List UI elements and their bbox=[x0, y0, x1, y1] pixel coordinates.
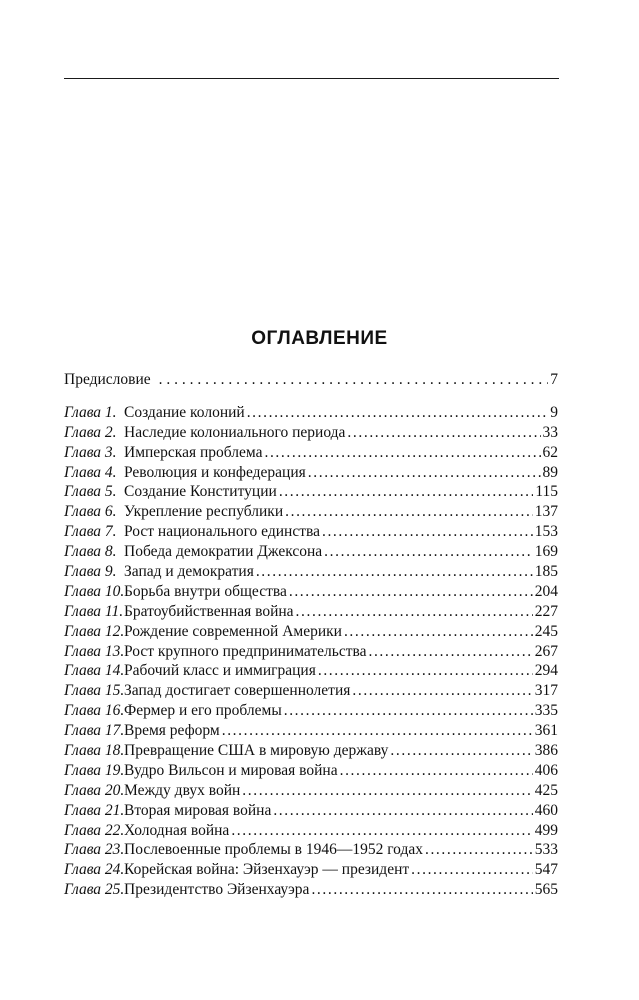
toc-leader bbox=[390, 741, 532, 761]
chapter-title: Фермер и его проблемы bbox=[124, 702, 282, 720]
chapter-title: Победа демократии Джексона bbox=[124, 543, 323, 561]
chapter-label: Глава 17. bbox=[64, 722, 125, 740]
toc-page-number: 137 bbox=[534, 503, 558, 521]
chapter-label: Глава 16. bbox=[64, 702, 125, 720]
toc-row-chapter[interactable] bbox=[64, 443, 558, 463]
top-rule bbox=[64, 78, 559, 79]
toc-leader bbox=[311, 880, 532, 900]
chapter-label: Глава 5. bbox=[64, 483, 117, 501]
toc-row-chapter[interactable] bbox=[64, 880, 558, 900]
toc-row-chapter[interactable] bbox=[64, 542, 558, 562]
chapter-label: Глава 22. bbox=[64, 821, 125, 839]
toc-page-number: 227 bbox=[534, 602, 558, 620]
toc-page-number: 460 bbox=[534, 801, 558, 819]
chapter-title: Запад достигает совершеннолетия bbox=[124, 682, 351, 700]
chapter-title: Корейская война: Эйзенхауэр — президент bbox=[124, 861, 410, 879]
toc-row-chapter[interactable] bbox=[64, 741, 558, 761]
toc-preface-title: Предисловие bbox=[64, 371, 151, 388]
chapter-title: Послевоенные проблемы в 1946—1952 годах bbox=[124, 841, 423, 859]
chapter-title: Время реформ bbox=[124, 722, 220, 740]
toc-page-number: 386 bbox=[534, 742, 558, 760]
chapter-label: Глава 9. bbox=[64, 563, 117, 581]
chapter-label: Глава 25. bbox=[64, 881, 125, 899]
toc-row-preface[interactable] bbox=[64, 370, 558, 390]
toc-leader bbox=[368, 642, 532, 662]
toc-page-number: 169 bbox=[534, 543, 558, 561]
toc-leader bbox=[344, 622, 533, 642]
chapter-title: Революция и конфедерация bbox=[124, 463, 306, 481]
toc-leader bbox=[296, 602, 533, 622]
chapter-title: Создание колоний bbox=[124, 403, 245, 421]
toc-row-chapter[interactable] bbox=[64, 840, 558, 860]
toc-row-chapter[interactable] bbox=[64, 681, 558, 701]
chapter-label: Глава 7. bbox=[64, 523, 117, 541]
toc-leader bbox=[264, 443, 540, 463]
toc-page-number: 115 bbox=[535, 483, 558, 501]
toc-leader bbox=[242, 781, 532, 801]
chapter-label: Глава 15. bbox=[64, 682, 125, 700]
toc-page-number: 7 bbox=[550, 371, 558, 388]
toc-row-chapter[interactable] bbox=[64, 801, 558, 821]
chapter-title: Запад и демократия bbox=[124, 563, 254, 581]
toc-leader bbox=[285, 502, 533, 522]
toc-row-chapter[interactable] bbox=[64, 403, 558, 423]
toc-page-number: 361 bbox=[534, 722, 558, 740]
toc-page-number: 547 bbox=[534, 861, 558, 879]
toc-leader bbox=[222, 721, 533, 741]
toc-leader bbox=[322, 522, 533, 542]
toc-leader bbox=[289, 582, 533, 602]
chapter-label: Глава 6. bbox=[64, 503, 117, 521]
toc-row-chapter[interactable] bbox=[64, 860, 558, 880]
chapter-label: Глава 14. bbox=[64, 662, 125, 680]
toc-row-chapter[interactable] bbox=[64, 761, 558, 781]
toc-row-chapter[interactable] bbox=[64, 661, 558, 681]
toc-leader bbox=[425, 840, 533, 860]
toc-page-number: 185 bbox=[534, 563, 558, 581]
chapter-title: Превращение США в мировую державу bbox=[124, 742, 389, 760]
toc-leader bbox=[159, 370, 549, 390]
toc-row-chapter[interactable] bbox=[64, 622, 558, 642]
chapter-label: Глава 13. bbox=[64, 642, 125, 660]
toc-row-chapter[interactable] bbox=[64, 482, 558, 502]
toc-row-chapter[interactable] bbox=[64, 423, 558, 443]
toc-leader bbox=[231, 821, 532, 841]
chapter-title: Имперская проблема bbox=[124, 443, 263, 461]
toc-page-number: 294 bbox=[534, 662, 558, 680]
toc-page-number: 425 bbox=[534, 781, 558, 799]
chapter-title: Укрепление республики bbox=[124, 503, 284, 521]
chapter-label: Глава 18. bbox=[64, 742, 125, 760]
toc-row-chapter[interactable] bbox=[64, 781, 558, 801]
chapter-title: Борьба внутри общества bbox=[124, 582, 287, 600]
toc-page-number: 406 bbox=[534, 761, 558, 779]
toc-leader bbox=[279, 482, 534, 502]
chapter-label: Глава 10. bbox=[64, 582, 125, 600]
toc-row-chapter[interactable] bbox=[64, 502, 558, 522]
toc-page-number: 62 bbox=[542, 443, 558, 461]
toc-leader bbox=[411, 860, 533, 880]
toc-row-chapter[interactable] bbox=[64, 721, 558, 741]
chapter-label: Глава 12. bbox=[64, 622, 125, 640]
chapter-label: Глава 24. bbox=[64, 861, 125, 879]
chapter-title: Холодная война bbox=[124, 821, 230, 839]
chapter-title: Рост крупного предпринимательства bbox=[124, 642, 367, 660]
toc-row-chapter[interactable] bbox=[64, 642, 558, 662]
toc-page-number: 499 bbox=[534, 821, 558, 839]
toc-page-number: 204 bbox=[534, 582, 558, 600]
table-of-contents bbox=[64, 370, 558, 900]
chapter-title: Вудро Вильсон и мировая война bbox=[124, 761, 338, 779]
chapter-label: Глава 11. bbox=[64, 602, 124, 620]
toc-leader bbox=[284, 701, 533, 721]
toc-row-chapter[interactable] bbox=[64, 463, 558, 483]
chapter-title: Вторая мировая война bbox=[124, 801, 272, 819]
toc-leader bbox=[324, 542, 533, 562]
chapter-label: Глава 21. bbox=[64, 801, 125, 819]
toc-page-number: 565 bbox=[534, 881, 558, 899]
toc-row-chapter[interactable] bbox=[64, 562, 558, 582]
toc-leader bbox=[247, 403, 549, 423]
toc-row-chapter[interactable] bbox=[64, 522, 558, 542]
toc-page-number: 153 bbox=[534, 523, 558, 541]
chapter-title: Создание Конституции bbox=[124, 483, 277, 501]
chapter-label: Глава 8. bbox=[64, 543, 117, 561]
toc-page-number: 317 bbox=[534, 682, 558, 700]
toc-row-chapter[interactable] bbox=[64, 701, 558, 721]
toc-page-number: 89 bbox=[542, 463, 558, 481]
toc-leader bbox=[273, 801, 532, 821]
toc-page-number: 267 bbox=[534, 642, 558, 660]
chapter-list bbox=[64, 403, 558, 900]
chapter-title: Рождение современной Америки bbox=[124, 622, 342, 640]
chapter-label: Глава 23. bbox=[64, 841, 125, 859]
chapter-title: Братоубийственная война bbox=[124, 602, 294, 620]
chapter-label: Глава 3. bbox=[64, 443, 117, 461]
toc-leader bbox=[347, 423, 540, 443]
chapter-label: Глава 4. bbox=[64, 463, 117, 481]
toc-page-number: 9 bbox=[550, 403, 558, 421]
toc-leader bbox=[318, 661, 533, 681]
chapter-title: Рабочий класс и иммиграция bbox=[124, 662, 316, 680]
toc-row-chapter[interactable] bbox=[64, 602, 558, 622]
chapter-title: Президентство Эйзенхауэра bbox=[124, 881, 310, 899]
page-title: ОГЛАВЛЕНИЕ bbox=[251, 328, 388, 349]
toc-leader bbox=[256, 562, 533, 582]
toc-row-chapter[interactable] bbox=[64, 582, 558, 602]
toc-leader bbox=[352, 681, 532, 701]
toc-page-number: 335 bbox=[534, 702, 558, 720]
toc-row-chapter[interactable] bbox=[64, 821, 558, 841]
chapter-label: Глава 19. bbox=[64, 761, 125, 779]
toc-page-number: 533 bbox=[534, 841, 558, 859]
toc-leader bbox=[340, 761, 533, 781]
chapter-label: Глава 20. bbox=[64, 781, 125, 799]
toc-leader bbox=[308, 463, 541, 483]
chapter-label: Глава 1. bbox=[64, 403, 117, 421]
chapter-title: Между двух войн bbox=[124, 781, 241, 799]
toc-page-number: 33 bbox=[542, 423, 558, 441]
chapter-title: Наследие колониального периода bbox=[124, 423, 346, 441]
chapter-label: Глава 2. bbox=[64, 423, 117, 441]
toc-page-number: 245 bbox=[534, 622, 558, 640]
chapter-title: Рост национального единства bbox=[124, 523, 320, 541]
